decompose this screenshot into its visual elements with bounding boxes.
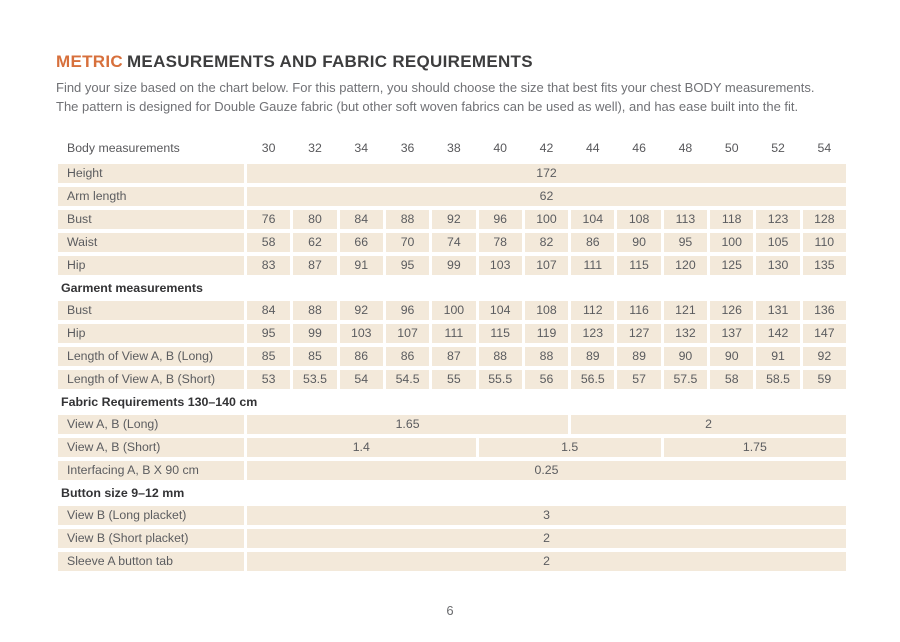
row-label: Length of View A, B (Long)	[58, 347, 244, 366]
table-header-row	[58, 140, 846, 156]
value-cell: 62	[293, 233, 336, 252]
value-cell: 2	[571, 415, 846, 434]
row-label: View A, B (Short)	[58, 438, 244, 457]
table-row	[58, 438, 846, 457]
value-cell: 1.5	[479, 438, 661, 457]
value-cell: 2	[247, 529, 846, 548]
value-cell: 84	[340, 210, 383, 229]
value-cell: 91	[756, 347, 799, 366]
size-column-header: 40	[493, 141, 508, 155]
value-cell: 90	[617, 233, 660, 252]
value-cell: 99	[432, 256, 475, 275]
size-column-header: 44	[585, 141, 600, 155]
table-row	[58, 347, 846, 366]
value-cell: 111	[571, 256, 614, 275]
table-row	[58, 461, 846, 480]
value-cell: 147	[803, 324, 846, 343]
value-cell: 113	[664, 210, 707, 229]
intro-text	[56, 79, 815, 116]
row-label: Bust	[58, 210, 244, 229]
value-cell: 126	[710, 301, 753, 320]
value-cell: 88	[525, 347, 568, 366]
page-title-rest: MEASUREMENTS AND FABRIC REQUIREMENTS	[126, 52, 533, 71]
row-label: Hip	[58, 324, 244, 343]
value-cell: 86	[386, 347, 429, 366]
value-cell: 70	[386, 233, 429, 252]
value-cell: 108	[617, 210, 660, 229]
value-cell: 110	[803, 233, 846, 252]
table-row	[58, 187, 846, 206]
value-cell: 100	[432, 301, 475, 320]
table-row	[58, 506, 846, 525]
value-cell: 115	[479, 324, 522, 343]
value-cell: 58	[247, 233, 290, 252]
value-cell: 107	[386, 324, 429, 343]
value-cell: 66	[340, 233, 383, 252]
table-row	[58, 324, 846, 343]
value-cell: 78	[479, 233, 522, 252]
row-label: Interfacing A, B X 90 cm	[58, 461, 244, 480]
value-cell: 53.5	[293, 370, 336, 389]
value-cell: 118	[710, 210, 753, 229]
size-column-header: 32	[308, 141, 322, 155]
row-label: Length of View A, B (Short)	[58, 370, 244, 389]
value-cell: 104	[571, 210, 614, 229]
measurements-table	[58, 140, 846, 575]
value-cell: 87	[293, 256, 336, 275]
section-header: Button size 9–12 mm	[61, 486, 185, 500]
value-cell: 57.5	[664, 370, 707, 389]
value-cell: 55.5	[479, 370, 522, 389]
value-cell: 127	[617, 324, 660, 343]
value-cell: 2	[247, 552, 846, 571]
value-cell: 103	[479, 256, 522, 275]
section-header: Fabric Requirements 130–140 cm	[61, 395, 258, 409]
size-column-header: 42	[539, 141, 554, 155]
size-column-header: 50	[724, 141, 739, 155]
table-row	[58, 256, 846, 275]
table-row	[58, 415, 846, 434]
size-column-header: 30	[261, 141, 276, 155]
table-row	[58, 301, 846, 320]
value-cell: 87	[432, 347, 475, 366]
page-title	[56, 52, 533, 72]
value-cell: 100	[525, 210, 568, 229]
row-label: Hip	[58, 256, 244, 275]
table-row	[58, 210, 846, 229]
row-label: View B (Short placket)	[58, 529, 244, 548]
value-cell: 57	[617, 370, 660, 389]
value-cell: 92	[340, 301, 383, 320]
size-column-header: 54	[817, 141, 832, 155]
value-cell: 55	[432, 370, 475, 389]
value-cell: 84	[247, 301, 290, 320]
value-cell: 105	[756, 233, 799, 252]
table-row	[58, 370, 846, 389]
row-label: View A, B (Long)	[58, 415, 244, 434]
value-cell: 121	[664, 301, 707, 320]
value-cell: 54	[340, 370, 383, 389]
section-header: Garment measurements	[61, 281, 203, 295]
size-column-header: 34	[354, 141, 369, 155]
value-cell: 119	[525, 324, 568, 343]
value-cell: 100	[710, 233, 753, 252]
page-number: 6	[446, 603, 454, 618]
value-cell: 85	[293, 347, 336, 366]
value-cell: 103	[340, 324, 383, 343]
table-row	[58, 164, 846, 183]
value-cell: 125	[710, 256, 753, 275]
value-cell: 130	[756, 256, 799, 275]
value-cell: 86	[571, 233, 614, 252]
size-column-header: 36	[400, 141, 415, 155]
row-label: Waist	[58, 233, 244, 252]
value-cell: 96	[386, 301, 429, 320]
value-cell: 123	[756, 210, 799, 229]
value-cell: 90	[710, 347, 753, 366]
value-cell: 91	[340, 256, 383, 275]
value-cell: 131	[756, 301, 799, 320]
value-cell: 132	[664, 324, 707, 343]
size-column-header: 52	[771, 141, 785, 155]
value-cell: 1.75	[664, 438, 846, 457]
value-cell: 54.5	[386, 370, 429, 389]
value-cell: 82	[525, 233, 568, 252]
intro-line-1: Find your size based on the chart below. For this pattern, you should choose the size that best fits your chest BODY measurements.	[56, 80, 815, 95]
value-cell: 115	[617, 256, 660, 275]
value-cell: 96	[479, 210, 522, 229]
value-cell: 120	[664, 256, 707, 275]
value-cell: 58	[710, 370, 753, 389]
value-cell: 95	[664, 233, 707, 252]
value-cell: 107	[525, 256, 568, 275]
value-cell: 116	[617, 301, 660, 320]
value-cell: 76	[247, 210, 290, 229]
value-cell: 89	[617, 347, 660, 366]
value-cell: 58.5	[756, 370, 799, 389]
value-cell: 86	[340, 347, 383, 366]
value-cell: 53	[247, 370, 290, 389]
row-label: Sleeve A button tab	[58, 552, 244, 571]
table-header-label: Body measurements	[67, 141, 180, 155]
value-cell: 1.65	[247, 415, 568, 434]
value-cell: 111	[432, 324, 475, 343]
value-cell: 88	[479, 347, 522, 366]
value-cell: 99	[293, 324, 336, 343]
table-row	[58, 529, 846, 548]
value-cell: 88	[293, 301, 336, 320]
value-cell: 90	[664, 347, 707, 366]
value-cell: 62	[247, 187, 846, 206]
page-title-accent: METRIC	[56, 52, 123, 71]
value-cell: 83	[247, 256, 290, 275]
value-cell: 56.5	[571, 370, 614, 389]
value-cell: 95	[247, 324, 290, 343]
value-cell: 74	[432, 233, 475, 252]
value-cell: 56	[525, 370, 568, 389]
value-cell: 89	[571, 347, 614, 366]
row-label: Arm length	[58, 187, 244, 206]
value-cell: 123	[571, 324, 614, 343]
row-label: Height	[58, 164, 244, 183]
value-cell: 95	[386, 256, 429, 275]
value-cell: 108	[525, 301, 568, 320]
row-label: Bust	[58, 301, 244, 320]
table-row	[58, 552, 846, 571]
value-cell: 172	[247, 164, 846, 183]
size-column-header: 46	[632, 141, 646, 155]
value-cell: 135	[803, 256, 846, 275]
value-cell: 128	[803, 210, 846, 229]
value-cell: 80	[293, 210, 336, 229]
row-label: View B (Long placket)	[58, 506, 244, 525]
value-cell: 104	[479, 301, 522, 320]
value-cell: 88	[386, 210, 429, 229]
value-cell: 0.25	[247, 461, 846, 480]
value-cell: 1.4	[247, 438, 476, 457]
value-cell: 92	[803, 347, 846, 366]
value-cell: 136	[803, 301, 846, 320]
value-cell: 142	[756, 324, 799, 343]
value-cell: 112	[571, 301, 614, 320]
intro-line-2: The pattern is designed for Double Gauze fabric (but other soft woven fabrics can be used as well), and has ease built into the fit.	[56, 98, 799, 114]
size-column-header: 38	[447, 141, 461, 155]
value-cell: 3	[247, 506, 846, 525]
size-column-header: 48	[678, 141, 693, 155]
value-cell: 137	[710, 324, 753, 343]
table-row	[58, 233, 846, 252]
value-cell: 59	[803, 370, 846, 389]
value-cell: 85	[247, 347, 290, 366]
value-cell: 92	[432, 210, 475, 229]
